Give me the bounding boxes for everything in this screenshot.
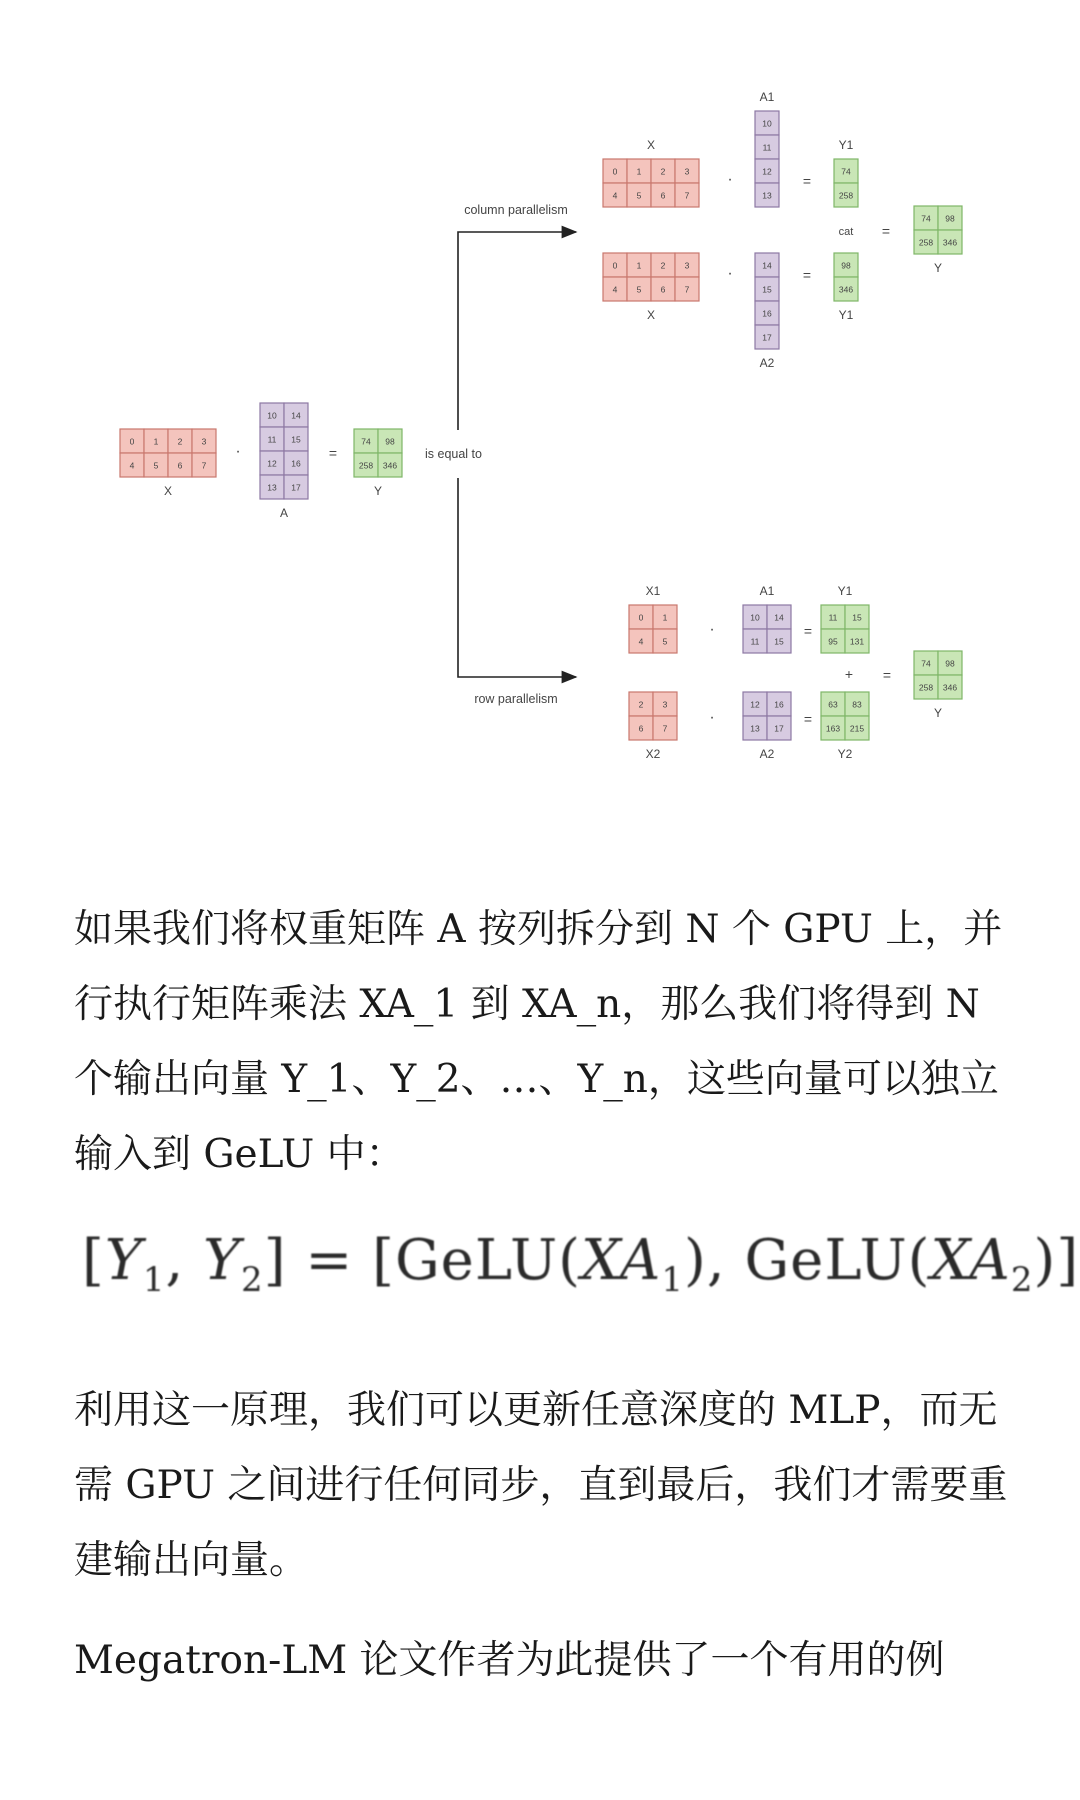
row-a1-cell-value: 10 (750, 612, 760, 623)
row-a1-matrix (743, 584, 791, 653)
main-a-cell-value: 12 (267, 458, 277, 469)
paragraph-no-sync: 利用这一原理，我们可以更新任意深度的 MLP，而无需 GPU 之间进行任何同步，直到最后，我们才需要重建输出向量。 (74, 1388, 1008, 1583)
col-x-bottom-cell-value: 0 (612, 260, 618, 271)
row-top-dot-operator: · (709, 621, 715, 638)
cat-operator: cat (838, 226, 854, 238)
row-y1-cell-value: 15 (852, 612, 862, 623)
main-dot-operator: · (235, 443, 241, 460)
main-y-matrix (354, 429, 402, 498)
main-y-cell-value: 74 (361, 436, 371, 447)
main-a-cell-value: 11 (267, 434, 277, 445)
main-y-cell-value: 346 (382, 460, 398, 471)
row-y-cell-value: 98 (945, 658, 955, 669)
row-a2-label: A2 (759, 747, 775, 761)
row-top-equals-operator: = (803, 623, 813, 639)
col-a1-cell-value: 10 (762, 118, 772, 129)
main-y-cell-value: 258 (358, 460, 374, 471)
paragraph-megatron: Megatron-LM 论文作者为此提供了一个有用的例 (74, 1638, 945, 1683)
row-x1-cell-value: 1 (662, 612, 668, 623)
col-x-top-cell-value: 0 (612, 166, 618, 177)
main-x-cell-value: 5 (153, 460, 159, 471)
col-x-bottom-label: X (646, 308, 656, 322)
main-a-label: A (279, 506, 289, 520)
col-x-bottom-matrix (603, 253, 699, 322)
col-final-equals-operator: = (881, 223, 891, 239)
col-y1-top-label: Y1 (838, 138, 854, 152)
row-final-equals-operator: = (882, 667, 892, 683)
is-equal-to-label: is equal to (425, 447, 482, 461)
row-a1-cell-value: 11 (750, 636, 760, 647)
row-y1-cell-value: 95 (828, 636, 838, 647)
main-x-cell-value: 2 (177, 436, 183, 447)
main-a-cell-value: 17 (291, 482, 301, 493)
column-parallelism-label: column parallelism (464, 203, 568, 217)
col-a2-cell-value: 17 (762, 332, 772, 343)
parallelism-diagram (0, 0, 1080, 800)
row-parallelism-arrow (458, 478, 576, 677)
col-a1-cell-value: 11 (762, 142, 772, 153)
row-a2-matrix (743, 692, 791, 761)
row-x2-cell-value: 3 (662, 699, 668, 710)
main-a-cell-value: 14 (291, 410, 301, 421)
row-y-matrix (914, 651, 962, 720)
main-a-matrix (260, 403, 308, 520)
row-y-cell-value: 258 (918, 682, 934, 693)
main-x-cell-value: 4 (129, 460, 135, 471)
col-a2-label: A2 (759, 356, 775, 370)
col-bottom-equals-operator: = (802, 267, 812, 283)
row-bottom-dot-operator: · (709, 709, 715, 726)
col-y1-top-matrix (834, 138, 858, 207)
col-x-bottom-cell-value: 4 (612, 284, 618, 295)
row-x2-label: X2 (645, 747, 661, 761)
col-a2-cell-value: 16 (762, 308, 772, 319)
row-bottom-equals-operator: = (803, 711, 813, 727)
col-y-cell-value: 98 (945, 213, 955, 224)
main-a-cell-value: 13 (267, 482, 277, 493)
col-x-bottom-cell-value: 1 (636, 260, 642, 271)
row-a2-cell-value: 12 (750, 699, 760, 710)
main-a-cell-value: 16 (291, 458, 301, 469)
row-y-cell-value: 74 (921, 658, 931, 669)
col-x-bottom-cell-value: 6 (660, 284, 666, 295)
main-y-label: Y (373, 484, 383, 498)
main-x-cell-value: 7 (201, 460, 207, 471)
main-y-cell-value: 98 (385, 436, 395, 447)
row-y1-cell-value: 131 (849, 636, 865, 647)
col-y-label: Y (933, 261, 943, 275)
plus-operator: + (844, 666, 854, 682)
row-a2-cell-value: 13 (750, 723, 760, 734)
row-y2-cell-value: 63 (828, 699, 838, 710)
col-y-cell-value: 74 (921, 213, 931, 224)
row-x1-label: X1 (645, 584, 661, 598)
row-y-cell-value: 346 (942, 682, 958, 693)
col-x-bottom-cell-value: 3 (684, 260, 690, 271)
column-parallelism-arrow (458, 232, 576, 430)
row-x2-cell-value: 6 (638, 723, 644, 734)
col-x-top-cell-value: 5 (636, 190, 642, 201)
col-bottom-dot-operator: · (727, 265, 733, 282)
col-y-cell-value: 258 (918, 237, 934, 248)
col-x-top-cell-value: 3 (684, 166, 690, 177)
row-parallelism-label: row parallelism (474, 692, 558, 706)
row-a1-label: A1 (759, 584, 775, 598)
row-y-label: Y (933, 706, 943, 720)
col-x-bottom-cell-value: 7 (684, 284, 690, 295)
row-x1-matrix (629, 584, 677, 653)
row-y2-cell-value: 83 (852, 699, 862, 710)
col-a1-cell-value: 13 (762, 190, 772, 201)
col-y1-bottom-cell-value: 346 (838, 284, 854, 295)
main-x-cell-value: 6 (177, 460, 183, 471)
col-y1-top-cell-value: 258 (838, 190, 854, 201)
main-a-cell-value: 15 (291, 434, 301, 445)
paragraph-column-split: 如果我们将权重矩阵 A 按列拆分到 N 个 GPU 上，并行执行矩阵乘法 XA_1 到 XA_n，那么我们将得到 N 个输出向量 Y_1、Y_2、…、Y_n，这些向量可以独立输入到 GeLU 中： (74, 907, 1003, 1177)
row-x1-cell-value: 4 (638, 636, 644, 647)
row-x1-cell-value: 5 (662, 636, 668, 647)
col-a1-matrix (755, 90, 779, 207)
main-a-cell-value: 10 (267, 410, 277, 421)
main-x-matrix (120, 429, 216, 498)
col-y1-bottom-matrix (834, 253, 858, 322)
row-y1-matrix (821, 584, 869, 653)
main-equals-operator: = (328, 445, 338, 461)
row-a2-cell-value: 17 (774, 723, 784, 734)
col-y-matrix (914, 206, 962, 275)
main-x-label: X (163, 484, 173, 498)
main-x-cell-value: 0 (129, 436, 135, 447)
row-x2-cell-value: 7 (662, 723, 668, 734)
col-a1-cell-value: 12 (762, 166, 772, 177)
row-y2-cell-value: 163 (825, 723, 841, 734)
col-x-top-cell-value: 2 (660, 166, 666, 177)
row-y2-label: Y2 (837, 747, 853, 761)
col-a2-matrix (755, 253, 779, 370)
col-x-top-cell-value: 1 (636, 166, 642, 177)
col-y1-bottom-cell-value: 98 (841, 260, 851, 271)
col-a2-cell-value: 15 (762, 284, 772, 295)
col-x-top-label: X (646, 138, 656, 152)
col-a2-cell-value: 14 (762, 260, 772, 271)
row-a2-cell-value: 16 (774, 699, 784, 710)
row-y2-matrix (821, 692, 869, 761)
row-a1-cell-value: 14 (774, 612, 784, 623)
col-x-top-cell-value: 7 (684, 190, 690, 201)
col-top-dot-operator: · (727, 171, 733, 188)
col-x-top-matrix (603, 138, 699, 207)
col-y1-bottom-label: Y1 (838, 308, 854, 322)
row-y1-cell-value: 11 (828, 612, 838, 623)
main-x-cell-value: 1 (153, 436, 159, 447)
row-x2-matrix (629, 692, 677, 761)
row-x2-cell-value: 2 (638, 699, 644, 710)
row-y2-cell-value: 215 (849, 723, 865, 734)
col-y1-top-cell-value: 74 (841, 166, 851, 177)
main-x-cell-value: 3 (201, 436, 207, 447)
col-x-bottom-cell-value: 5 (636, 284, 642, 295)
row-y1-label: Y1 (837, 584, 853, 598)
col-x-top-cell-value: 4 (612, 190, 618, 201)
col-top-equals-operator: = (802, 173, 812, 189)
col-x-top-cell-value: 6 (660, 190, 666, 201)
col-a1-label: A1 (759, 90, 775, 104)
col-y-cell-value: 346 (942, 237, 958, 248)
row-x1-cell-value: 0 (638, 612, 644, 623)
row-a1-cell-value: 15 (774, 636, 784, 647)
col-x-bottom-cell-value: 2 (660, 260, 666, 271)
gelu-formula: [$Y_1$, $Y_2$] = [$GeLU(XA_1)$, $GeLU(XA_2)$] (82, 1228, 1080, 1301)
